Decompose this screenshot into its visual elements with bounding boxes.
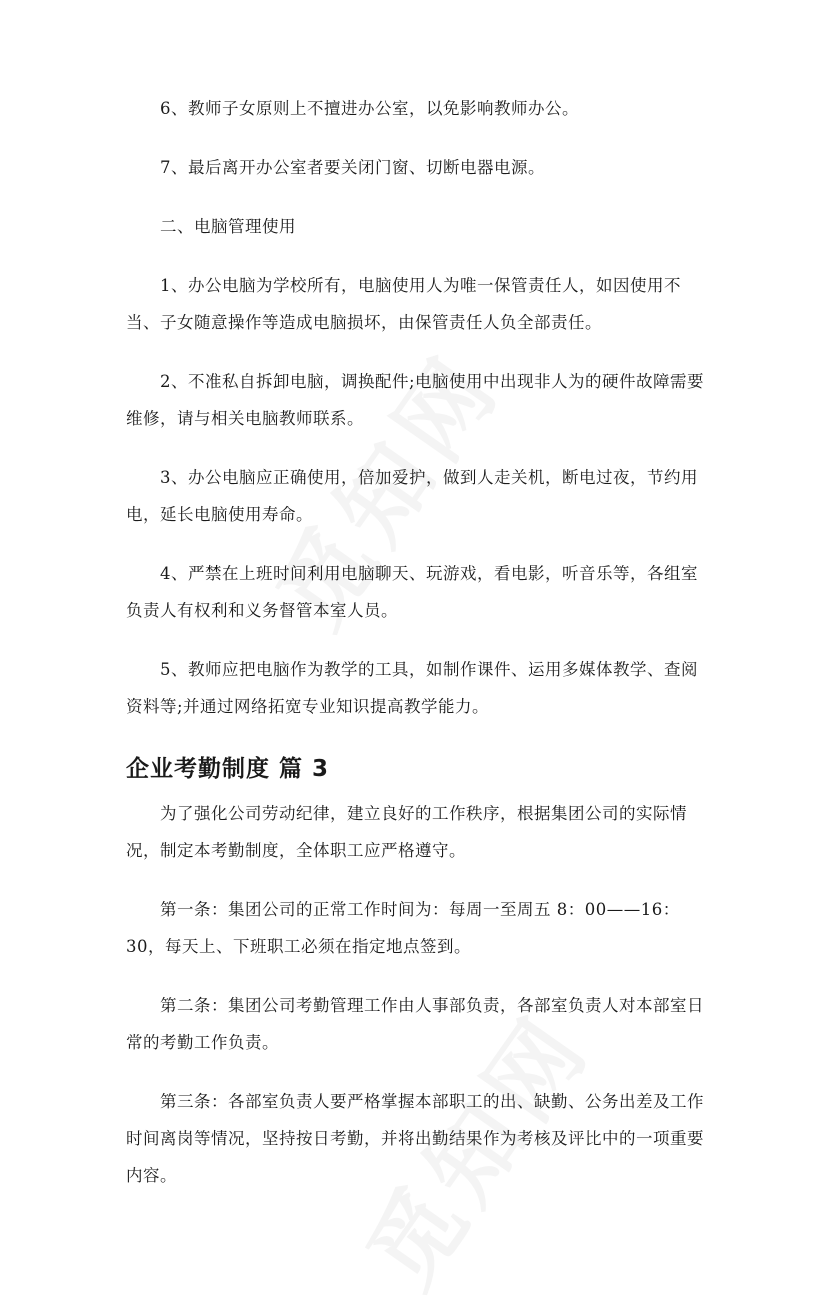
paragraph: 6、教师子女原则上不擅进办公室，以免影响教师办公。 <box>160 99 579 118</box>
paragraph: 1、办公电脑为学校所有，电脑使用人为唯一保管责任人，如因使用不当、子女随意操作等造成电脑损坏，由保管责任人负全部责任。 <box>126 276 681 332</box>
subsection-title: 二、电脑管理使用 <box>160 217 296 236</box>
paragraph: 7、最后离开办公室者要关闭门窗、切断电器电源。 <box>160 158 545 177</box>
paragraph: 为了强化公司劳动纪律，建立良好的工作秩序，根据集团公司的实际情况，制定本考勤制度，全体职工应严格遵守。 <box>126 804 687 860</box>
paragraph: 第一条：集团公司的正常工作时间为：每周一至周五 8：00——16：30，每天上、下班职工必须在指定地点签到。 <box>126 900 680 956</box>
paragraph: 5、教师应把电脑作为教学的工具，如制作课件、运用多媒体教学、查阅资料等;并通过网络拓宽专业知识提高教学能力。 <box>126 660 698 716</box>
paragraph: 2、不准私自拆卸电脑，调换配件;电脑使用中出现非人为的硬件故障需要维修，请与相关电脑教师联系。 <box>126 372 705 428</box>
paragraph: 第三条：各部室负责人要严格掌握本部职工的出、缺勤、公务出差及工作时间离岗等情况，坚持按日考勤，并将出勤结果作为考核及评比中的一项重要内容。 <box>126 1092 704 1185</box>
document-body <box>126 90 706 1216</box>
section-heading: 企业考勤制度 篇 3 <box>126 756 330 782</box>
paragraph: 第二条：集团公司考勤管理工作由人事部负责，各部室负责人对本部室日常的考勤工作负责。 <box>126 996 704 1052</box>
paragraph: 4、严禁在上班时间利用电脑聊天、玩游戏，看电影，听音乐等，各组室负责人有权利和义务督管本室人员。 <box>126 564 698 620</box>
paragraph: 3、办公电脑应正确使用，倍加爱护，做到人走关机，断电过夜，节约用电，延长电脑使用寿命。 <box>126 468 698 524</box>
